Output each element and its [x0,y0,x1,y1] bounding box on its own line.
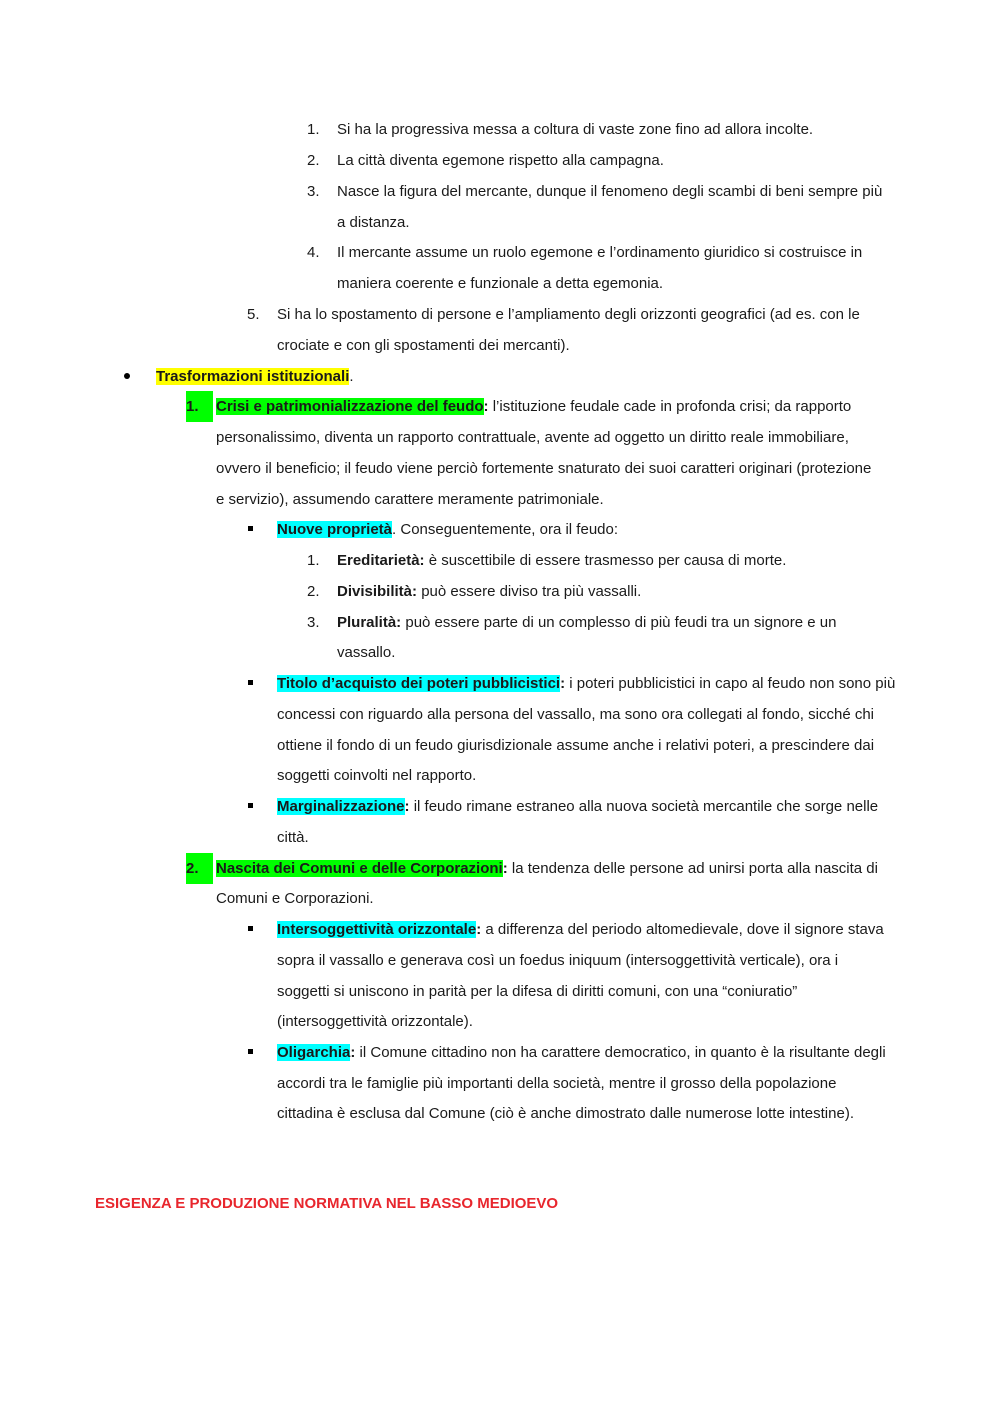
paragraph-text: la tendenza delle persone ad unirsi porta alla nascita di [507,860,878,877]
list-item [337,607,836,638]
paragraph-text: i poteri pubblicistici in capo al feudo non sono più [565,675,896,692]
paragraph-line: cittadina è esclusa dal Comune (ciò è anche dimostrato dalle numerose lotte intestine). [277,1105,854,1122]
list-marker: 5. [247,306,260,323]
sub-bullet-item [277,1037,886,1068]
colon: : [502,860,508,877]
paragraph-text: l’istituzione feudale cade in profonda crisi; da rapporto [488,398,852,415]
list-marker: 3. [307,183,320,200]
list-marker: 1. [307,121,320,138]
sub-bullet-item [277,668,895,699]
list-item: La città diventa egemone rispetto alla campagna. [337,152,664,169]
list-item [337,545,786,576]
list-marker: 2. [307,583,320,600]
colon: : [483,398,489,415]
colon: : [476,921,482,938]
paragraph-line: personalissimo, diventa un rapporto contrattuale, avente ad oggetto un diritto reale immobiliare, [216,429,849,446]
highlighted-term: Titolo d’acquisto dei poteri pubblicistici [277,675,561,692]
definition: è suscettibile di essere trasmesso per causa di morte. [424,552,787,569]
paragraph-text: il Comune cittadino non ha carattere democratico, in quanto è la risultante degli [355,1044,886,1061]
highlighted-term: Oligarchia [277,1044,351,1061]
list-marker: 2. [307,152,320,169]
section-title: Nascita dei Comuni e delle Corporazioni [216,860,503,877]
bullet-item [156,361,354,392]
highlighted-term: Marginalizzazione [277,798,405,815]
list-item-continuation: maniera coerente e funzionale a detta egemonia. [337,275,664,292]
colon: : [560,675,566,692]
list-marker: 4. [307,244,320,261]
paragraph-line: accordi tra le famiglie più importanti della società, mentre il grosso della popolazione [277,1075,837,1092]
paragraph-line: sopra il vassallo e generava così un foedus iniquum (intersoggettività verticale), ora i [277,952,839,969]
paragraph-line: Comuni e Corporazioni. [216,890,374,907]
section-heading: ESIGENZA E PRODUZIONE NORMATIVA NEL BASSO MEDIOEVO [95,1195,559,1212]
paragraph-text: il feudo rimane estraneo alla nuova società mercantile che sorge nelle [409,798,879,815]
paragraph-line: soggetti coinvolti nel rapporto. [277,767,477,784]
square-bullet-icon [248,680,253,685]
section-heading-line [216,853,878,884]
paragraph-line: (intersoggettività orizzontale). [277,1013,473,1030]
list-item [337,576,641,607]
highlighted-term: Intersoggettività orizzontale [277,921,477,938]
square-bullet-icon [248,926,253,931]
list-item-continuation: vassallo. [337,644,396,661]
section-heading-line [216,391,851,422]
paragraph-line: soggetti si uniscono in parità per la difesa di diritti comuni, con una “coniuratio” [277,983,798,1000]
square-bullet-icon [248,526,253,531]
paragraph-line: ovvero il beneficio; il feudo viene perciò fortemente snaturato dei suoi caratteri originari (protezione [216,460,872,477]
term: Divisibilità: [337,583,418,600]
sub-bullet-item [277,514,618,545]
punctuation: . [349,368,354,385]
paragraph-line: e servizio), assumendo carattere meramente patrimoniale. [216,491,604,508]
section-title: Crisi e patrimonializzazione del feudo [216,398,484,415]
sub-bullet-item [277,914,884,945]
section-marker: 1. [186,391,213,422]
definition: può essere parte di un complesso di più feudi tra un signore e un [401,614,837,631]
paragraph-text: a differenza del periodo altomedievale, dove il signore stava [481,921,884,938]
colon: : [404,798,410,815]
paragraph-line: concessi con riguardo alla persona del vassallo, ma sono ora collegati al fondo, sicché chi [277,706,875,723]
list-item: Il mercante assume un ruolo egemone e l’ordinamento giuridico si costruisce in [337,244,863,261]
square-bullet-icon [248,803,253,808]
colon: : [350,1044,356,1061]
term: Pluralità: [337,614,402,631]
highlighted-term: Nuove proprietà [277,521,393,538]
list-item-continuation: a distanza. [337,214,410,231]
paragraph-text: . Conseguentemente, ora il feudo: [392,521,619,538]
square-bullet-icon [248,1049,253,1054]
list-item-continuation: crociate e con gli spostamenti dei mercanti). [277,337,570,354]
list-item: Si ha lo spostamento di persone e l’ampliamento degli orizzonti geografici (ad es. con le [277,306,860,323]
paragraph-line: ottiene il fondo di un feudo giurisdizionale assume anche i relativi poteri, a prescindere dai [277,737,875,754]
section-marker: 2. [186,853,213,884]
sub-bullet-item [277,791,878,822]
list-marker: 1. [307,552,320,569]
highlighted-term: Trasformazioni istituzionali [156,368,350,385]
list-item: Si ha la progressiva messa a coltura di vaste zone fino ad allora incolte. [337,121,814,138]
list-item: Nasce la figura del mercante, dunque il fenomeno degli scambi di beni sempre più [337,183,883,200]
list-marker: 3. [307,614,320,631]
term: Ereditarietà: [337,552,425,569]
paragraph-line: città. [277,829,309,846]
bullet-icon [124,373,130,379]
definition: può essere diviso tra più vassalli. [417,583,642,600]
